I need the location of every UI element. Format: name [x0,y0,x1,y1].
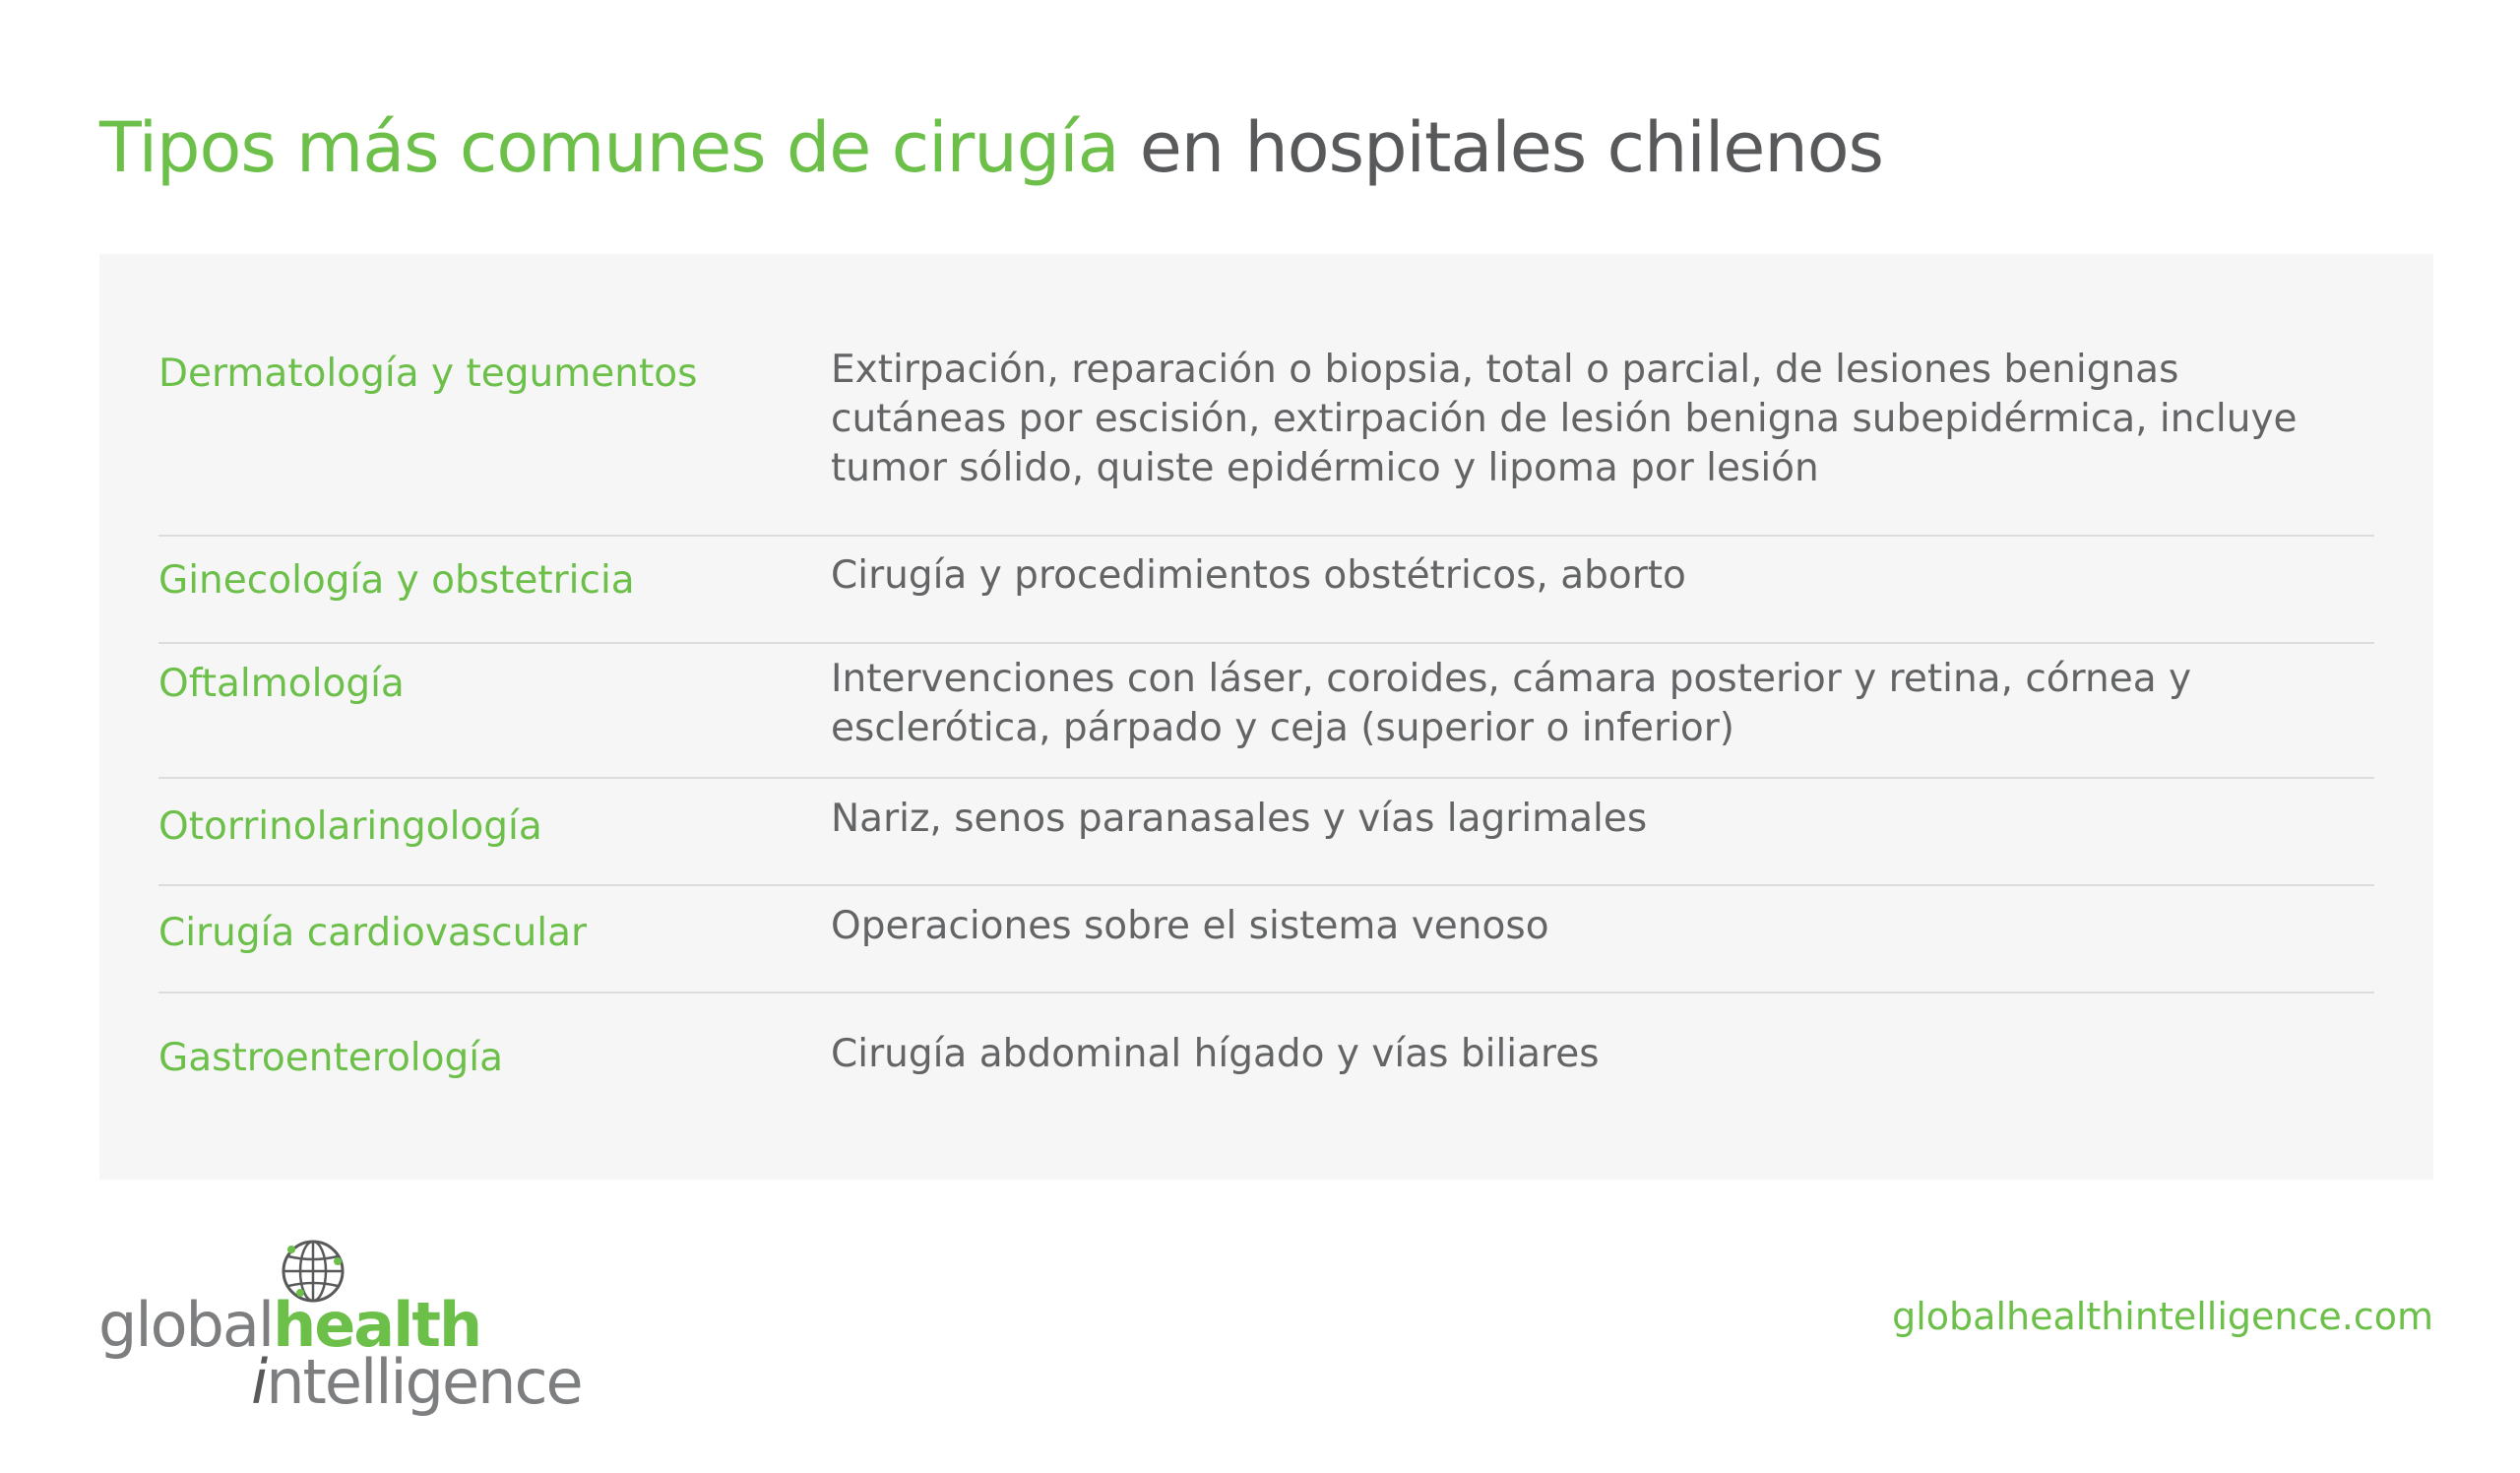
row-category: Gastroenterología [158,1036,503,1080]
website-url: globalhealthintelligence.com [1892,1295,2433,1338]
table-row [158,779,2374,886]
surgery-types-table [99,254,2433,1180]
row-description: Cirugía y procedimientos obstétricos, aborto [831,553,1686,598]
table-row [158,537,2374,644]
row-category: Ginecología y obstetricia [158,558,635,603]
row-category: Oftalmología [158,662,405,706]
logo-word-health: health [273,1289,481,1361]
table-row [158,886,2374,993]
logo-word-global: global [98,1289,274,1361]
page-title-rest: en hospitales chilenos [1118,107,1883,188]
logo-word-i: i [251,1346,267,1418]
table-row [158,333,2374,537]
logo-wordmark-bottom [251,1346,582,1418]
row-description: Operaciones sobre el sistema venoso [831,904,1549,948]
row-description: Cirugía abdominal hígado y vías biliares [831,1032,1600,1076]
table-row [158,993,2374,1112]
table-row [158,644,2374,779]
row-description: Intervenciones con láser, coroides, cámara posterior y retina, córnea y esclerótica, párpado y ceja (superior o inferior) [831,657,2192,750]
company-logo [98,1236,582,1423]
row-category: Cirugía cardiovascular [158,911,588,955]
row-description: Extirpación, reparación o biopsia, total o parcial, de lesiones benignas cutáneas por escisión, extirpación de lesión benigna subepidérmica, incluye tumor sólido, quiste epidérmico y lipoma por lesión [831,348,2298,490]
page-title [99,106,1883,189]
row-category: Dermatología y tegumentos [158,352,698,396]
row-description: Nariz, senos paranasales y vías lagrimales [831,797,1648,841]
logo-word-ntelligence: ntelligence [266,1346,582,1418]
page-title-highlight: Tipos más comunes de cirugía [99,107,1119,188]
row-category: Otorrinolaringología [158,804,542,849]
